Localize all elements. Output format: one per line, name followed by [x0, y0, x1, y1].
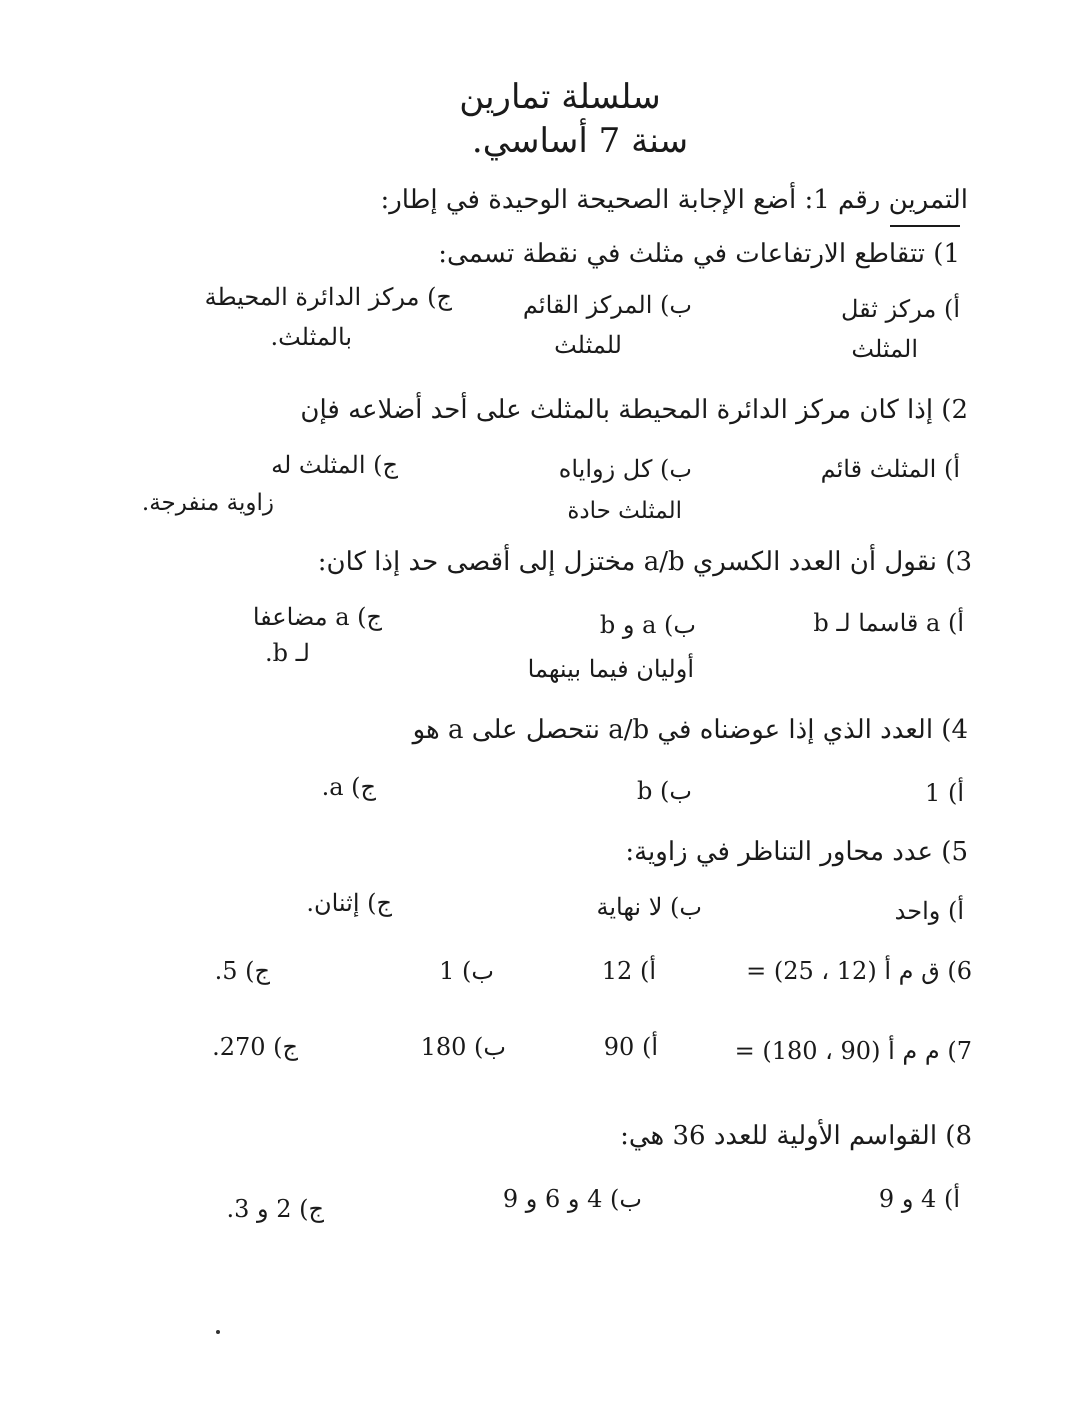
question-7-prompt: 7) م م أ (90 ، 180) =	[734, 1037, 972, 1065]
question-4-option-a: أ) 1	[925, 779, 964, 807]
exercise-heading: التمرين رقم 1: أضع الإجابة الصحيحة الوحيدة في إطار:	[380, 185, 968, 215]
question-6-option-a: أ) 12	[601, 957, 656, 985]
question-3-option-c: ج) a مضاعفا	[252, 603, 382, 631]
question-1-option-b: ب) المركز القائم	[522, 291, 692, 319]
question-3-option-b: ب) a و b	[599, 611, 696, 639]
question-8-prompt: 8) القواسم الأولية للعدد 36 هي:	[620, 1121, 972, 1151]
question-8-option-b: ب) 4 و 6 و 9	[502, 1185, 642, 1213]
grade-level: سنة 7 أساسي.	[471, 121, 689, 161]
question-1-prompt: 1) تتقاطع الارتفاعات في مثلث في نقطة تسمى:	[438, 239, 960, 269]
question-5-option-a: أ) واحد	[894, 897, 964, 925]
question-8-option-c: ج) 2 و 3.	[226, 1195, 324, 1223]
question-1-option-c: ج) مركز الدائرة المحيطة	[204, 283, 452, 311]
question-5-option-b: ب) لا نهاية	[596, 893, 702, 921]
question-1-option-c-cont: بالمثلث.	[270, 323, 352, 351]
question-6-option-c: ج) 5.	[214, 957, 270, 985]
question-7-option-c: ج) 270.	[212, 1033, 298, 1061]
question-1-option-a: أ) مركز ثقل	[840, 295, 960, 323]
question-5-prompt: 5) عدد محاور التناظر في زاوية:	[625, 837, 968, 867]
stray-mark	[216, 1330, 220, 1334]
question-3-prompt: 3) نقول أن العدد الكسري a/b مختزل إلى أقصى حد إذا كان:	[317, 547, 972, 577]
question-7-option-a: أ) 90	[603, 1033, 658, 1061]
question-7-option-b: ب) 180	[420, 1033, 506, 1061]
question-6-prompt: 6) ق م أ (12 ، 25) =	[746, 957, 972, 985]
heading-underline	[890, 225, 960, 227]
question-2-prompt: 2) إذا كان مركز الدائرة المحيطة بالمثلث على أحد أضلاعه فإن	[300, 395, 968, 425]
question-3-option-b-cont: أوليان فيما بينهما	[527, 655, 694, 683]
question-2-option-b: ب) كل زواياه	[558, 455, 692, 483]
question-4-prompt: 4) العدد الذي إذا عوضناه في a/b نتحصل على a هو	[412, 715, 968, 745]
question-2-option-c: ج) المثلث له	[271, 451, 398, 479]
question-5-option-c: ج) إثنان.	[306, 889, 392, 917]
question-2-option-b-cont: المثلث حادة	[567, 498, 682, 524]
question-3-option-c-cont: لـ b.	[265, 639, 310, 667]
question-1-option-a-cont: المثلث	[851, 335, 918, 363]
question-3-option-a: أ) a قاسما لـ b	[813, 609, 964, 637]
question-4-option-b: ب) b	[637, 777, 692, 805]
question-8-option-a: أ) 4 و 9	[878, 1185, 960, 1213]
question-1-option-b-cont: للمثلث	[554, 331, 622, 359]
question-6-option-b: ب) 1	[439, 957, 494, 985]
question-4-option-c: ج) a.	[321, 773, 376, 801]
question-2-option-a: أ) المثلث قائم	[820, 455, 960, 483]
worksheet-title: سلسلة تمارين	[459, 77, 661, 117]
question-2-option-c-cont: زاوية منفرجة.	[141, 490, 274, 516]
